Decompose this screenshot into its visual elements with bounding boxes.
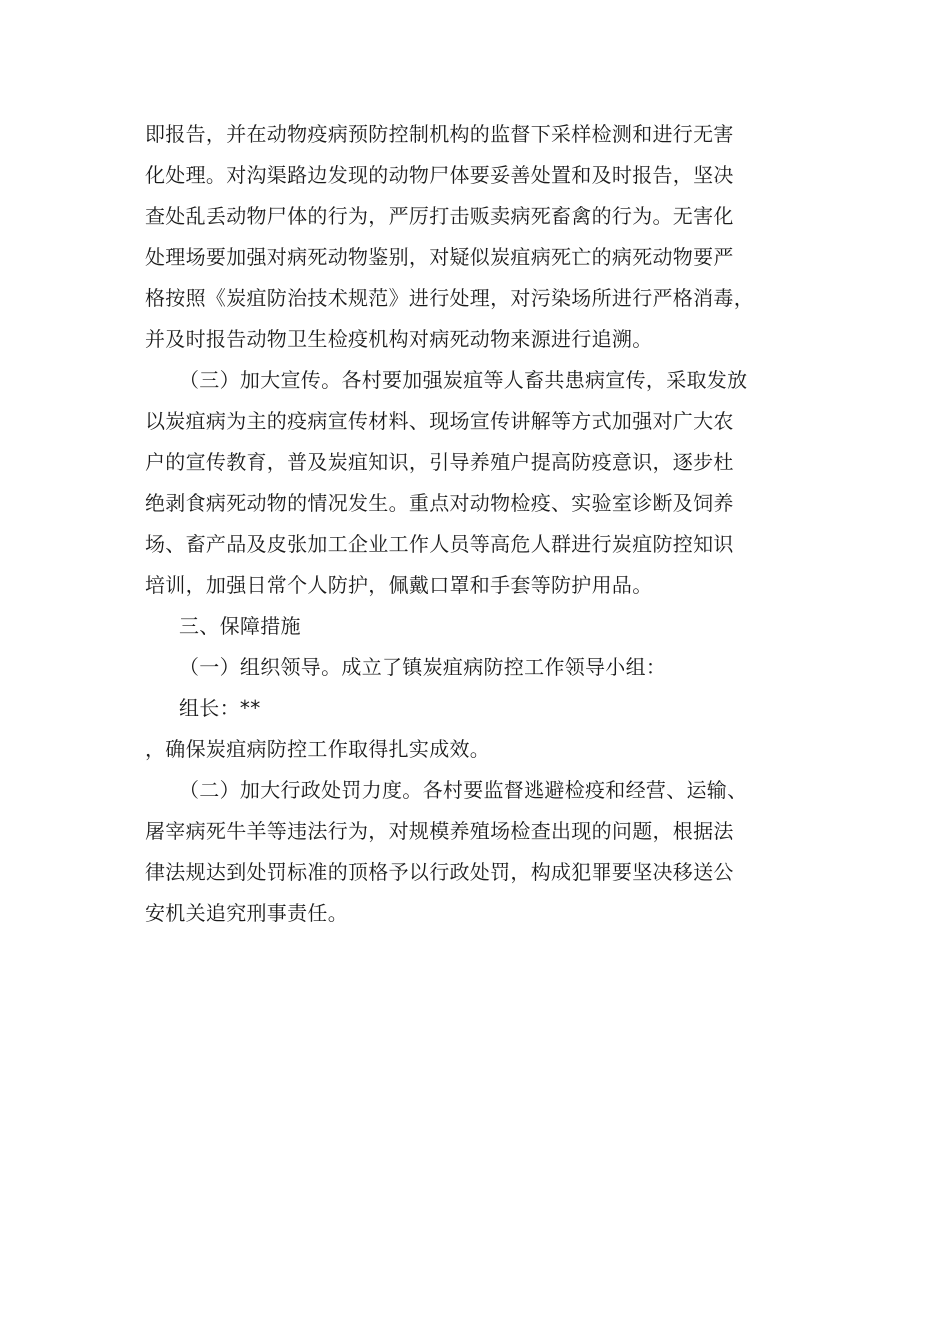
text-line-10: 绝剥食病死动物的情况发生。重点对动物检疫、实验室诊断及饲养: [145, 491, 734, 515]
text-line-18: 屠宰病死牛羊等违法行为，对规模养殖场检查出现的问题，根据法: [145, 819, 734, 843]
text-line-4: 处理场要加强对病死动物鉴别，对疑似炭疽病死亡的病死动物要严: [145, 245, 734, 269]
section-heading-penalty: （二）加大行政处罚力度。各村要监督逃避检疫和经营、运输、: [179, 778, 748, 802]
section-heading-propaganda: （三）加大宣传。各村要加强炭疽等人畜共患病宣传，采取发放: [179, 368, 748, 392]
document-body: [145, 114, 835, 934]
text-line-6: 并及时报告动物卫生检疫机构对病死动物来源进行追溯。: [145, 327, 653, 351]
text-line-5: 格按照《炭疽防治技术规范》进行处理，对污染场所进行严格消毒，: [145, 286, 754, 310]
text-line-16: ，确保炭疽病防控工作取得扎实成效。: [145, 737, 491, 761]
text-line-12: 培训，加强日常个人防护，佩戴口罩和手套等防护用品。: [145, 573, 653, 597]
text-line-11: 场、畜产品及皮张加工企业工作人员等高危人群进行炭疽防控知识: [145, 532, 734, 556]
text-line-9: 户的宣传教育，普及炭疽知识，引导养殖户提高防疫意识，逐步杜: [145, 450, 734, 474]
text-line-8: 以炭疽病为主的疫病宣传材料、现场宣传讲解等方式加强对广大农: [145, 409, 734, 433]
text-line-2: 化处理。对沟渠路边发现的动物尸体要妥善处置和及时报告，坚决: [145, 163, 734, 187]
group-leader-line: 组长：**: [179, 696, 261, 720]
text-line-19: 律法规达到处罚标准的顶格予以行政处罚，构成犯罪要坚决移送公: [145, 860, 734, 884]
section-heading-safeguards: 三、保障措施: [179, 614, 301, 638]
text-line-3: 查处乱丢动物尸体的行为，严厉打击贩卖病死畜禽的行为。无害化: [145, 204, 734, 228]
section-heading-organization: （一）组织领导。成立了镇炭疽病防控工作领导小组：: [179, 655, 667, 679]
text-line-20: 安机关追究刑事责任。: [145, 901, 348, 925]
text-line-1: 即报告，并在动物疫病预防控制机构的监督下采样检测和进行无害: [145, 122, 734, 146]
